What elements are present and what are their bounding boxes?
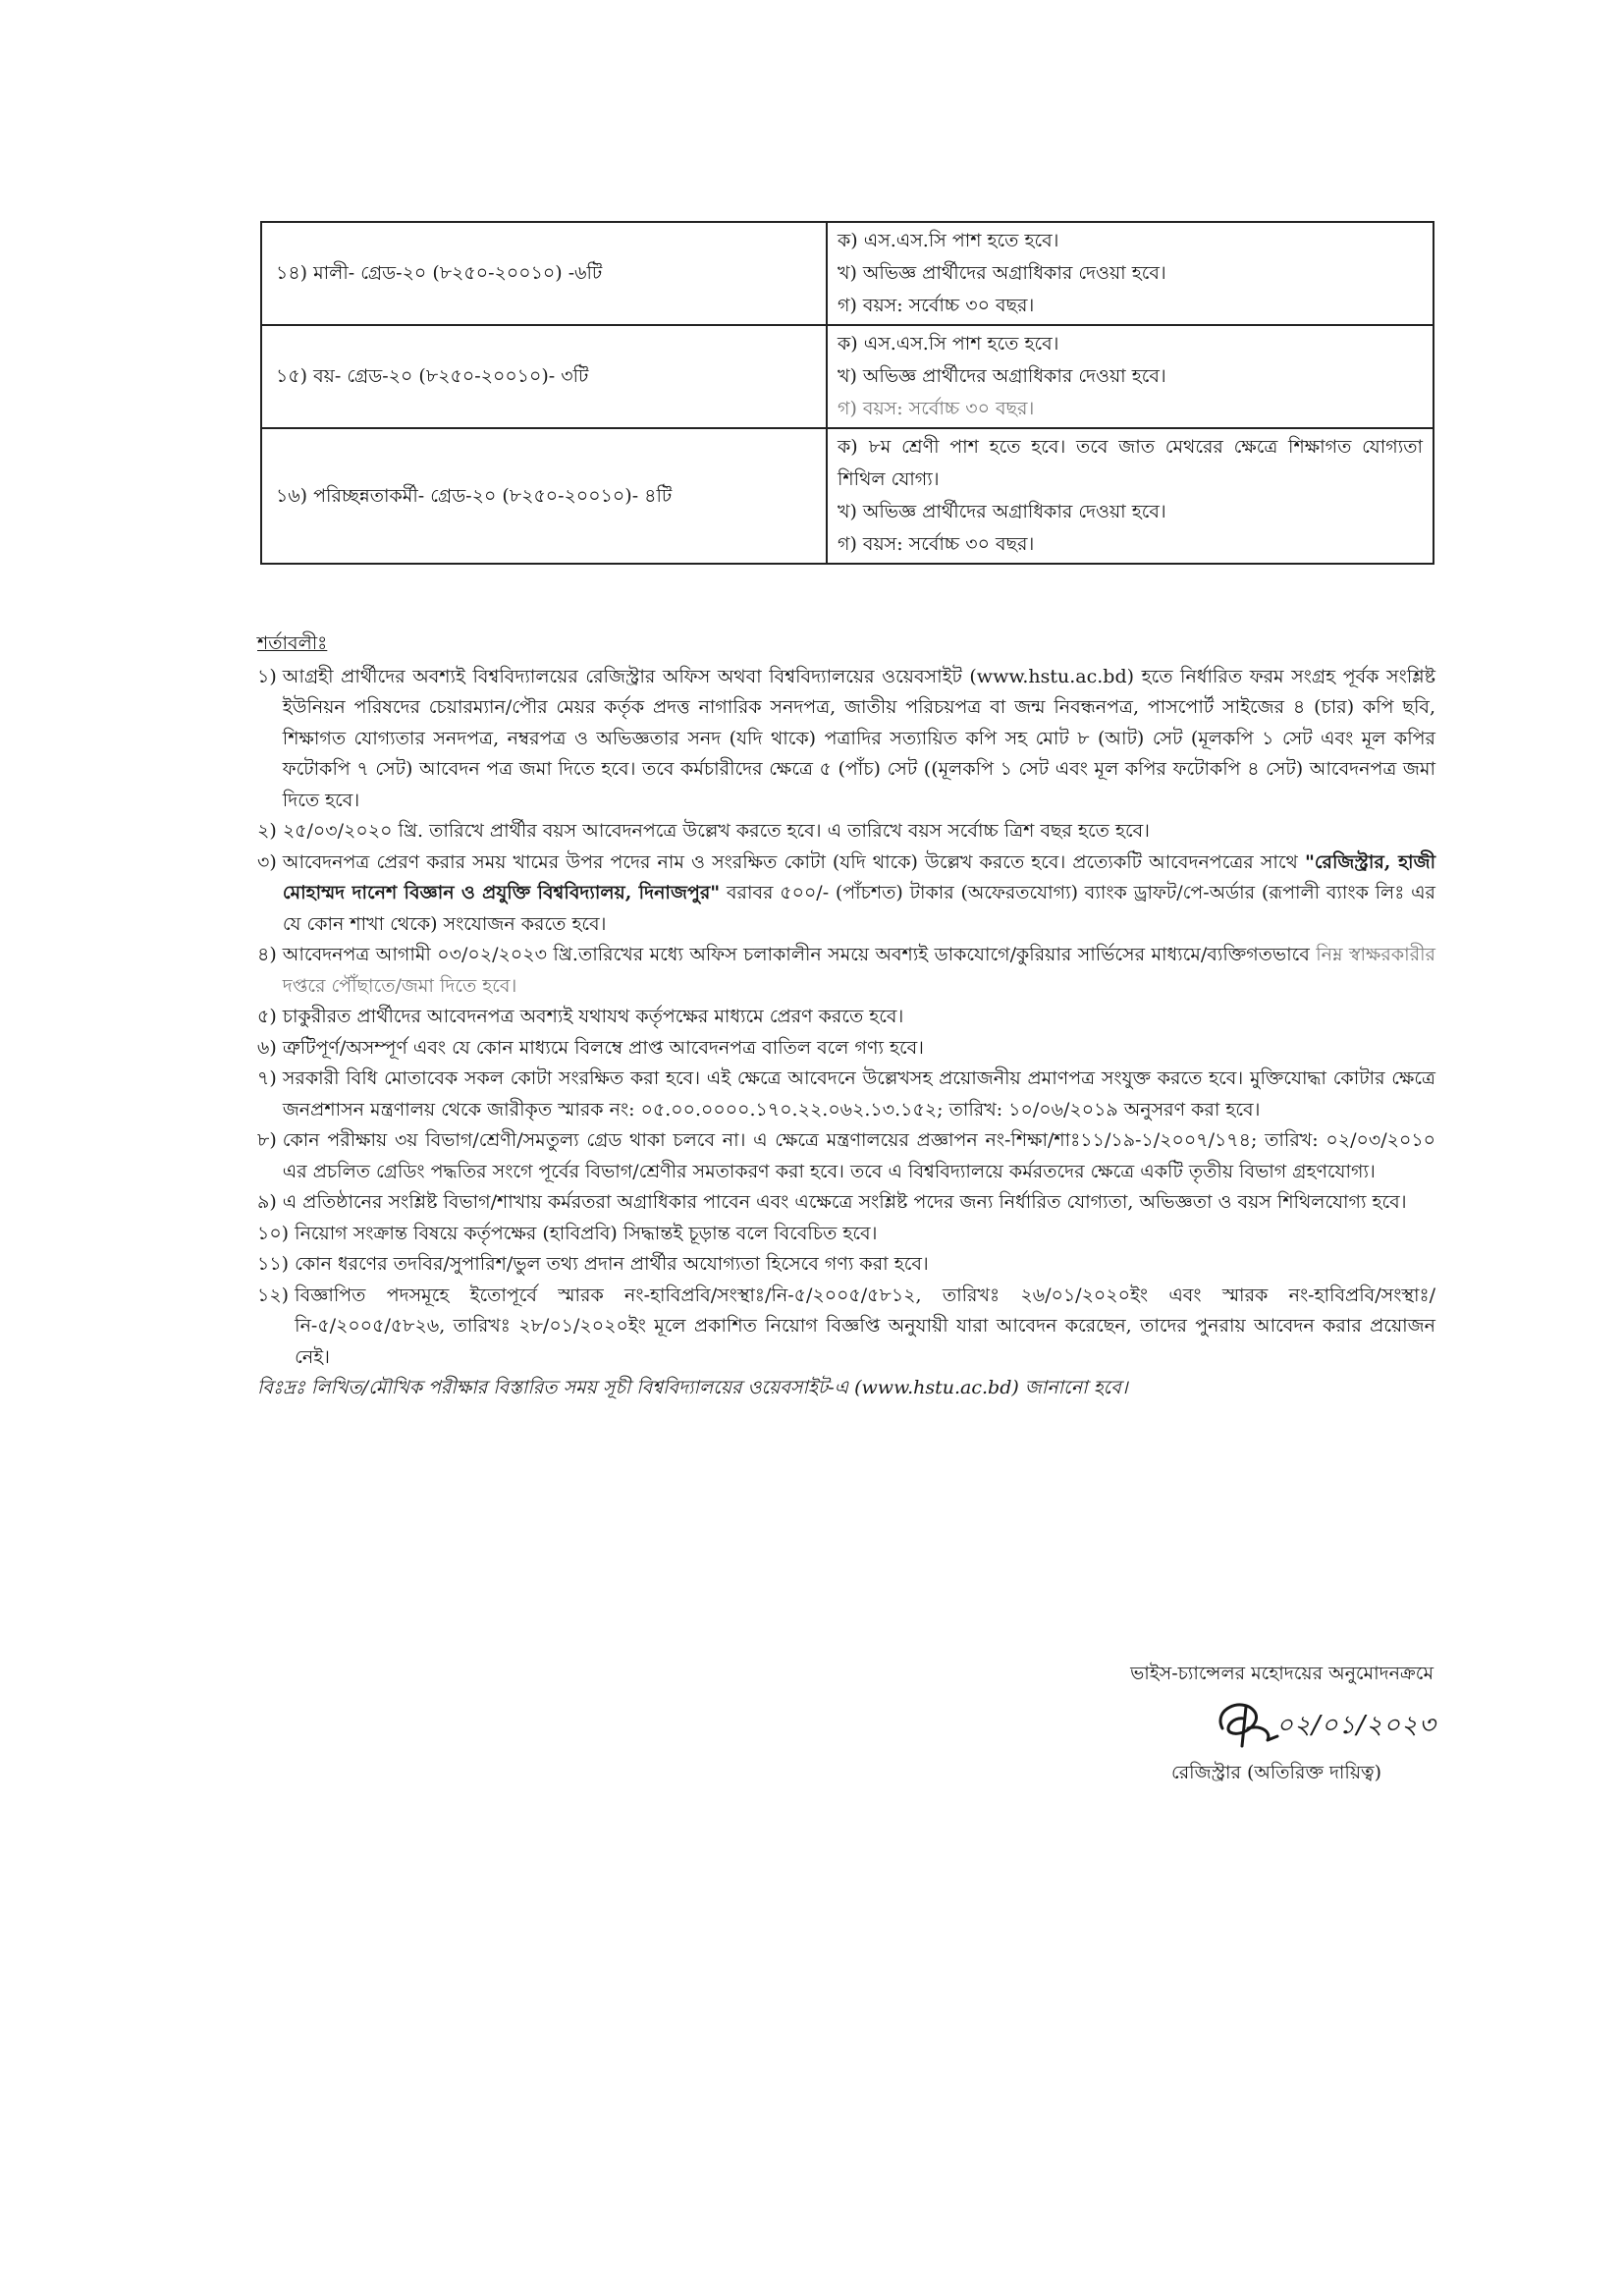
condition-text: নিয়োগ সংক্রান্ত বিষয়ে কর্তৃপক্ষের (হাবিপ্রবি) সিদ্ধান্তই চূড়ান্ত বলে বিবেচিত হবে। (295, 1222, 878, 1244)
post-requirements (827, 325, 1434, 428)
post-title: ১৫) বয়- গ্রেড-২০ (৮২৫০-২০০১০)- ৩টি (261, 325, 827, 428)
condition-text (283, 940, 1435, 1002)
condition-number: ৯) (257, 1191, 283, 1213)
note-line: বিঃদ্রঃ লিখিত/মৌখিক পরীক্ষার বিস্তারিত সময় সূচী বিশ্ববিদ্যালয়ের ওয়েবসাইট-এ (www.hstu.ac.bd) জানানো হবে। (257, 1377, 1128, 1398)
condition-text: চাকুরীরত প্রার্থীদের আবেদনপত্র অবশ্যই যথাযথ কর্তৃপক্ষের মাধ্যমে প্রেরণ করতে হবে। (282, 1006, 904, 1027)
post-requirements (827, 428, 1434, 564)
signature-date: ০২/০১/২০২৩ (1276, 1711, 1436, 1740)
requirement-line: ক) ৮ম শ্রেণী পাশ হতে হবে। তবে জাত মেথরের ক্ষেত্রে শিক্ষাগত যোগ্যতা শিথিল যোগ্য। (838, 436, 1423, 490)
post-requirements (827, 222, 1434, 325)
condition-item (257, 1064, 1435, 1125)
condition-text: বিজ্ঞাপিত পদসমূহে ইতোপূর্বে স্মারক নং-হাবিপ্রবি/সংস্থাঃ/নি-৫/২০০৫/৫৮১২, তারিখঃ ২৬/০১/২০২০ইং এবং স্মারক নং-হাবিপ্রবি/সংস্থাঃ/নি-৫/২০০৫/৫৮২৬, তারিখঃ ২৮/০১/২০২০ইং মূলে প্রকাশিত নিয়োগ বিজ্ঞপ্তি অনুযায়ী যারা আবেদন করেছেন, তাদের পুনরায় আবেদন করার প্রয়োজন নেই। (295, 1284, 1435, 1368)
conditions-section (257, 629, 1435, 1404)
condition-text: আগ্রহী প্রার্থীদের অবশ্যই বিশ্ববিদ্যালয়ের রেজিস্ট্রার অফিস অথবা বিশ্ববিদ্যালয়ের ওয়েবসাইট (www.hstu.ac.bd) হতে নির্ধারিত ফরম সংগ্রহ পূর্বক সংশ্লিষ্ট ইউনিয়ন পরিষদের চেয়ারম্যান/পৌর মেয়র কর্তৃক প্রদত্ত নাগারিক সনদপত্র, জাতীয় পরিচয়পত্র বা জন্ম নিবন্ধনপত্র, পাসপোর্ট সাইজের ৪ (চার) কপি ছবি, শিক্ষাগত যোগ্যতার সনদপত্র, নম্বরপত্র ও অভিজ্ঞতার সনদ (যদি থাকে) পত্রাদির সত্যায়িত কপি সহ মোট ৮ (আট) সেট (মূলকপি ১ সেট এবং মূল কপির ফটোকপি ৭ সেট) আবেদন পত্র জমা দিতে হবে। তবে কর্মচারীদের ক্ষেত্রে ৫ (পাঁচ) সেট ((মূলকপি ১ সেট এবং মূল কপির ফটোকপি ৪ সেট) আবেদনপত্র জমা দিতে হবে। (282, 665, 1435, 811)
post-title: ১৬) পরিচ্ছন্নতাকর্মী- গ্রেড-২০ (৮২৫০-২০০১০)- ৪টি (261, 428, 827, 564)
condition-number: ৪) (257, 944, 283, 965)
condition-text-part: আবেদনপত্র প্রেরণ করার সময় খামের উপর পদের নাম ও সংরক্ষিত কোটা (যদি থাকে) উল্লেখ করতে হবে। প্রত্যেকটি আবেদনপত্রের সাথে (282, 850, 1305, 873)
requirement-line: ক) এস.এস.সি পাশ হতে হবে। (838, 333, 1059, 355)
condition-number: ১০) (257, 1222, 296, 1244)
condition-number: ২) (257, 820, 283, 842)
table-row (261, 428, 1434, 564)
post-title: ১৪) মালী- গ্রেড-২০ (৮২৫০-২০০১০) -৬টি (261, 222, 827, 325)
condition-number: ৭) (257, 1067, 283, 1089)
posts-table (260, 221, 1434, 565)
condition-item (257, 1033, 1435, 1065)
requirement-line: গ) বয়স: সর্বোচ্চ ৩০ বছর। (838, 533, 1035, 555)
condition-text-part: আবেদনপত্র আগামী ০৩/০২/২০২৩ খ্রি.তারিখের মধ্যে অফিস চলাকালীন সময়ে অবশ্যই ডাকযোগে/কুরিয়ার সার্ভিসের মাধ্যমে/ব্যক্তিগতভাবে (282, 944, 1310, 965)
condition-text: সরকারী বিধি মোতাবেক সকল কোটা সংরক্ষিত করা হবে। এই ক্ষেত্রে আবেদনে উল্লেখসহ প্রয়োজনীয় প্রমাণপত্র সংযুক্ত করতে হবে। মুক্তিযোদ্ধা কোটার ক্ষেত্রে জনপ্রশাসন মন্ত্রণালয় থেকে জারীকৃত স্মারক নং: ০৫.০০.০০০০.১৭০.২২.০৬২.১৩.১৫২; তারিখ: ১০/০৬/২০১৯ অনুসরণ করা হবে। (282, 1067, 1435, 1121)
requirement-line: ক) এস.এস.সি পাশ হতে হবে। (838, 230, 1059, 251)
condition-item (257, 816, 1435, 847)
condition-text-faded: নিম্ন স্বাক্ষরকারীর দপ্তরে পৌঁছাতে/জমা দিতে হবে। (282, 944, 1435, 997)
condition-item (257, 1281, 1435, 1374)
condition-item (257, 662, 1435, 817)
approval-line: ভাইস-চ্যান্সেলর মহোদয়ের অনুমোদনক্রমে (1130, 1663, 1434, 1684)
condition-item (257, 1125, 1435, 1187)
condition-number: ৩) (257, 850, 283, 873)
condition-text: ২৫/০৩/২০২০ খ্রি. তারিখে প্রার্থীর বয়স আবেদনপত্রে উল্লেখ করতে হবে। এ তারিখে বয়স সর্বোচ্চ ত্রিশ বছর হতে হবে। (282, 820, 1150, 842)
condition-number: ১১) (257, 1253, 296, 1275)
table-row (261, 222, 1434, 325)
condition-number: ৮) (257, 1129, 283, 1151)
condition-item (257, 1002, 1435, 1033)
condition-number: ৫) (257, 1006, 283, 1027)
condition-item (257, 1187, 1435, 1219)
registrar-title: রেজিস্ট্রার (অতিরিক্ত দায়িত্ব) (1171, 1762, 1381, 1783)
condition-item (257, 940, 1435, 1002)
conditions-heading: শর্তাবলীঃ (257, 632, 328, 654)
condition-text-part: বরাবর ৫০০/- (পাঁচশত) টাকার (অফেরতযোগ্য) ব্যাংক ড্রাফট/পে-অর্ডার (রূপালী ব্যাংক লিঃ এর যে কোন শাখা থেকে) সংযোজন করতে হবে। (282, 882, 1435, 935)
condition-item (257, 847, 1435, 941)
condition-text: কোন পরীক্ষায় ৩য় বিভাগ/শ্রেণী/সমতুল্য গ্রেড থাকা চলবে না। এ ক্ষেত্রে মন্ত্রণালয়ের প্রজ্ঞাপন নং-শিক্ষা/শাঃ১১/১৯-১/২০০৭/১৭৪; তারিখ: ০২/০৩/২০১০ এর প্রচলিত গ্রেডিং পদ্ধতির সংগে পূর্বের বিভাগ/শ্রেণীর সমতাকরণ করা হবে। তবে এ বিশ্ববিদ্যালয়ে কর্মরতদের ক্ষেত্রে একটি তৃতীয় বিভাগ গ্রহণযোগ্য। (282, 1129, 1435, 1182)
requirement-line: গ) বয়স: সর্বোচ্চ ৩০ বছর। (838, 398, 1035, 419)
condition-number: ১) (257, 665, 283, 687)
condition-item (257, 1249, 1435, 1281)
condition-text: ত্রুটিপূর্ণ/অসম্পূর্ণ এবং যে কোন মাধ্যমে বিলম্বে প্রাপ্ত আবেদনপত্র বাতিল বলে গণ্য হবে। (282, 1036, 924, 1059)
table-row (261, 325, 1434, 428)
addressee-bold: "রেজিস্ট্রার, হাজী মোহাম্মদ দানেশ বিজ্ঞান ও প্রযুক্তি বিশ্ববিদ্যালয়, দিনাজপুর" (282, 850, 1436, 903)
requirement-line: খ) অভিজ্ঞ প্রার্থীদের অগ্রাধিকার দেওয়া হবে। (838, 365, 1166, 387)
condition-item (257, 1219, 1435, 1250)
condition-number: ৬) (257, 1036, 283, 1059)
requirement-line: খ) অভিজ্ঞ প্রার্থীদের অগ্রাধিকার দেওয়া হবে। (838, 262, 1166, 284)
condition-number: ১২) (257, 1284, 296, 1306)
requirement-line: খ) অভিজ্ঞ প্রার্থীদের অগ্রাধিকার দেওয়া হবে। (838, 501, 1166, 522)
condition-text: কোন ধরণের তদবির/সুপারিশ/ভুল তথ্য প্রদান প্রার্থীর অযোগ্যতা হিসেবে গণ্য করা হবে। (295, 1253, 929, 1275)
condition-text: এ প্রতিষ্ঠানের সংশ্লিষ্ট বিভাগ/শাখায় কর্মরতরা অগ্রাধিকার পাবেন এবং এক্ষেত্রে সংশ্লিষ্ট পদের জন্য নির্ধারিত যোগ্যতা, অভিজ্ঞতা ও বয়স শিথিলযোগ্য হবে। (282, 1191, 1407, 1213)
condition-text (283, 847, 1435, 941)
requirement-line: গ) বয়স: সর্বোচ্চ ৩০ বছর। (838, 295, 1035, 316)
